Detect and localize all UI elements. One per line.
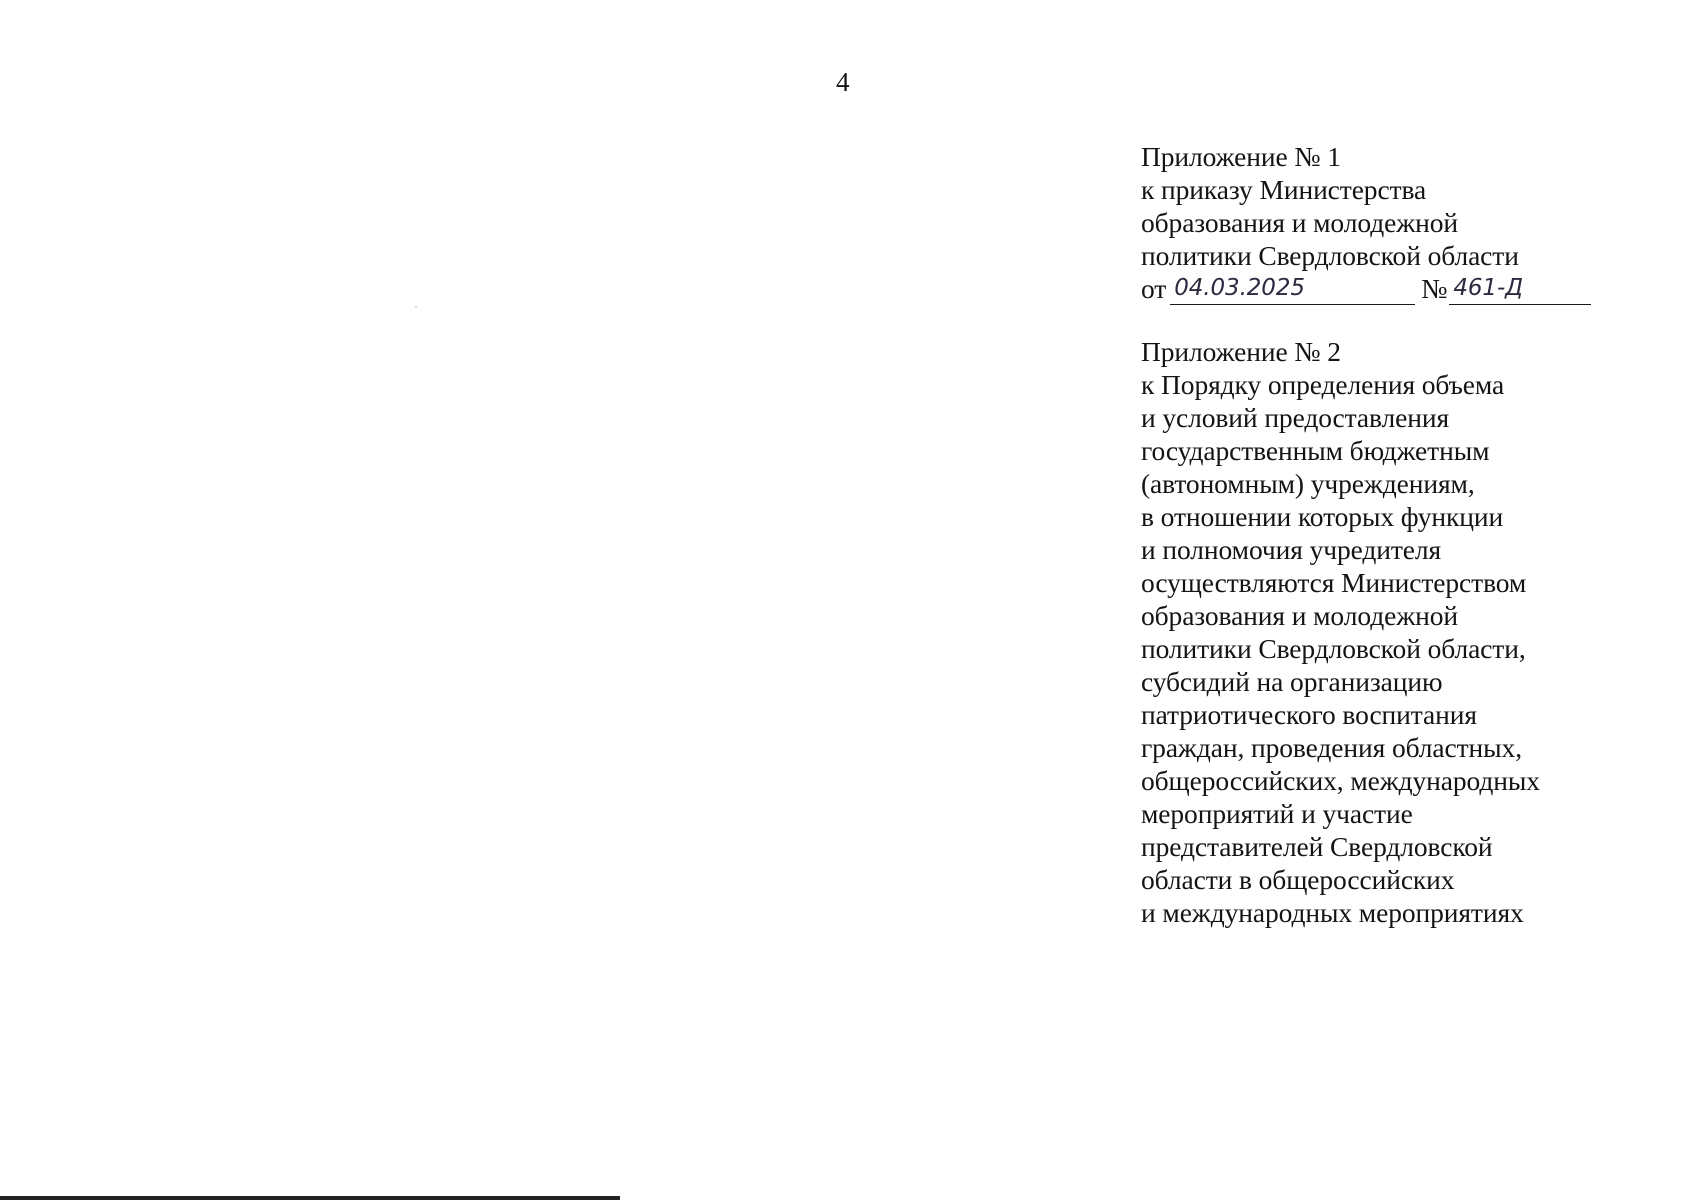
appendix-1-line: политики Свердловской области (1141, 240, 1519, 271)
appendix-2-line: граждан, проведения областных, (1141, 732, 1522, 763)
appendix-2-line: и условий предоставления (1141, 402, 1450, 433)
handwritten-order-number: 461-Д (1449, 274, 1591, 305)
order-date-number-row (1141, 272, 1611, 305)
appendix-2-line: и полномочия учредителя (1141, 534, 1442, 565)
appendix-2-title: Приложение № 2 (1141, 336, 1341, 367)
page-number: 4 (836, 67, 850, 97)
appendix-2-line: в отношении которых функции (1141, 501, 1504, 532)
appendix-1-line: к приказу Министерства (1141, 174, 1427, 205)
appendix-2-line: образования и молодежной (1141, 600, 1458, 631)
appendix-2-line: осуществляются Министерством (1141, 567, 1527, 598)
appendix-2-line: государственным бюджетным (1141, 435, 1490, 466)
scan-speck (415, 306, 417, 308)
appendix-2-line: и международных мероприятиях (1141, 897, 1524, 928)
appendix-2-line: мероприятий и участие (1141, 798, 1413, 829)
appendix-2-line: общероссийских, международных (1141, 765, 1540, 796)
appendix-2-line: к Порядку определения объема (1141, 369, 1505, 400)
appendix-2-line: патриотического воспитания (1141, 699, 1477, 730)
appendix-2-line: субсидий на организацию (1141, 666, 1443, 697)
appendix-2-line: (автономным) учреждениям, (1141, 468, 1475, 499)
scan-edge-line (0, 1196, 620, 1200)
appendix-1-line: образования и молодежной (1141, 207, 1458, 238)
appendix-1-title: Приложение № 1 (1141, 141, 1341, 172)
number-prefix: № (1421, 273, 1448, 304)
date-prefix: от (1141, 273, 1167, 304)
appendix-1-header (1141, 140, 1611, 305)
appendix-2-line: политики Свердловской области, (1141, 633, 1526, 664)
handwritten-date: 04.03.2025 (1170, 274, 1415, 305)
appendix-2-line: представителей Свердловской (1141, 831, 1493, 862)
appendix-2-line: области в общероссийских (1141, 864, 1455, 895)
appendix-2-header (1141, 335, 1611, 929)
